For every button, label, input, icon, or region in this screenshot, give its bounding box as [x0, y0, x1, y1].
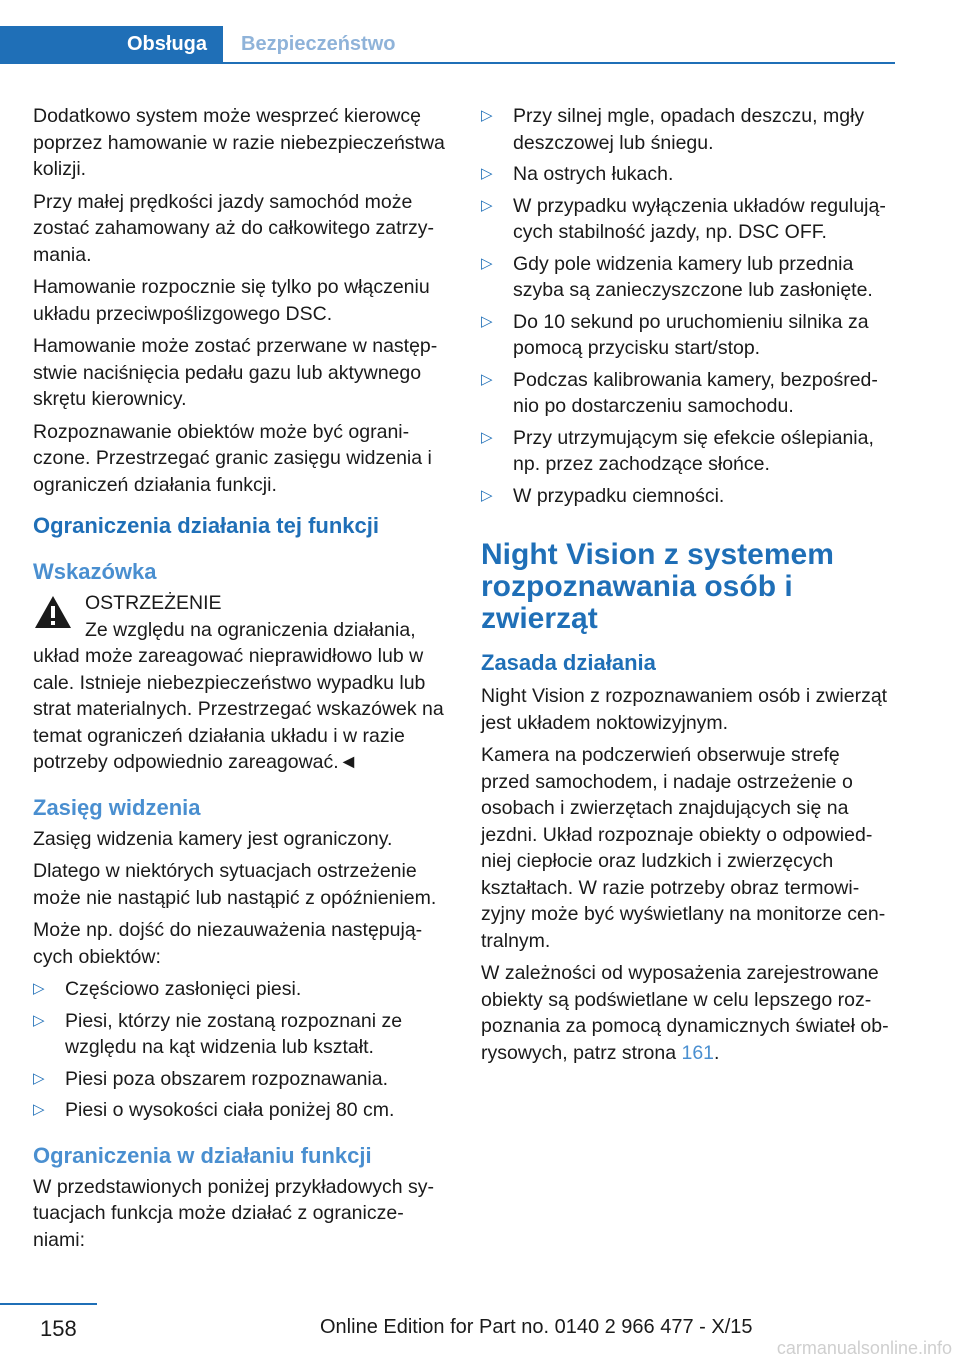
list-item-text: Piesi, którzy nie zostaną rozpoznani ze względu na kąt widzenia lub kształt. — [65, 1009, 403, 1058]
triangle-bullet-icon: ▷ — [481, 254, 493, 272]
paragraph — [481, 960, 893, 1066]
bullet-list — [481, 103, 893, 509]
paragraph: Dodatkowo system może wesprzeć kierowcę poprzez hamowanie w razie niebezpieczeństwa kolizji. — [33, 105, 445, 180]
heading-principle: Zasada działania — [481, 650, 656, 675]
heading-limits: Ograniczenia działania tej funkcji — [33, 513, 379, 538]
triangle-bullet-icon: ▷ — [481, 370, 493, 388]
triangle-bullet-icon: ▷ — [33, 1011, 45, 1029]
heading-limits-2: Ograniczenia w działaniu funkcji — [33, 1142, 372, 1168]
list-item — [33, 1066, 445, 1093]
warning-triangle-icon — [33, 594, 73, 630]
paragraph: Rozpoznawanie obiektów może być ograniczone. Przestrzegać granic zasięgu widzenia i ograniczeń działania funkcji. — [33, 420, 432, 496]
page-link[interactable]: 161 — [681, 1041, 715, 1064]
paragraph: Kamera na podczerwień obserwuje strefę przed samochodem, i nadaje ostrzeżenie o osobach i zwierzętach znajdujących się na jezdni. Układ rozpoznaje obiekty o odpowiedniej ciepłocie oraz ludzkich i zwierzęcych kształtach. W razie potrzeby obraz termowizyjny może być wyświetlany na monitorze centralnym. — [481, 744, 886, 952]
list-item-text: Piesi o wysokości ciała poniżej 80 cm. — [65, 1099, 395, 1121]
paragraph-end: . — [714, 1041, 720, 1064]
heading-range: Zasięg widzenia — [33, 794, 201, 820]
triangle-bullet-icon: ▷ — [33, 1069, 45, 1087]
list-item — [33, 1097, 445, 1124]
tab-bezpieczenstwo[interactable]: Bezpieczeństwo — [241, 33, 396, 55]
heading-note: Wskazówka — [33, 559, 157, 584]
triangle-bullet-icon: ▷ — [481, 196, 493, 214]
paragraph: Dlatego w niektórych sytuacjach ostrzeżenie może nie nastąpić lub nastąpić z opóźnieniem. — [33, 860, 437, 909]
triangle-bullet-icon: ▷ — [481, 312, 493, 330]
page-number-rule — [0, 1303, 97, 1305]
list-item — [481, 367, 893, 420]
paragraph: Night Vision z rozpoznawaniem osób i zwierząt jest układem noktowizyjnym. — [481, 685, 888, 734]
list-item — [33, 1008, 445, 1061]
paragraph: W przedstawionych poniżej przykładowych sytuacjach funkcja może działać z ograniczeniami: — [33, 1175, 434, 1251]
section-title: Night Vision z systemem rozpoznawania osób i zwierząt — [481, 538, 834, 635]
page-number: 158 — [40, 1316, 77, 1341]
left-column — [33, 103, 445, 1259]
paragraph: Hamowanie rozpocznie się tylko po włączeniu układu przeciwpoślizgowego DSC. — [33, 276, 430, 325]
warning-title: OSTRZEŻENIE — [85, 592, 222, 614]
triangle-bullet-icon: ▷ — [481, 486, 493, 504]
list-item — [481, 309, 893, 362]
paragraph-text: W zależności od wyposażenia zarejestrowane obiekty są podświetlane w celu lepszego rozpoznania za pomocą dynamicznych świateł obrysowych, patrz strona — [481, 962, 889, 1064]
list-item-text: Piesi poza obszarem rozpoznawania. — [65, 1067, 389, 1090]
list-item — [481, 193, 893, 246]
paragraph: Może np. dojść do niezauważenia następujących obiektów: — [33, 919, 423, 968]
edition-footer: Online Edition for Part no. 0140 2 966 477 - X/15 — [320, 1316, 753, 1338]
bullet-list — [33, 976, 445, 1124]
list-item-text: Przy silnej mgle, opadach deszczu, mgły deszczowej lub śniegu. — [513, 105, 865, 154]
list-item-text: W przypadku ciemności. — [513, 484, 725, 507]
list-item — [481, 103, 893, 156]
tab-obsluga[interactable]: Obsługa — [0, 26, 223, 62]
list-item-text: W przypadku wyłączenia układów regulujących stabilność jazdy, np. DSC OFF. — [513, 194, 886, 243]
triangle-bullet-icon: ▷ — [33, 980, 45, 997]
list-item — [33, 976, 445, 1003]
triangle-bullet-icon: ▷ — [481, 107, 493, 124]
list-item — [481, 161, 893, 188]
list-item-text: Do 10 sekund po uruchomieniu silnika za pomocą przycisku start/stop. — [513, 310, 869, 359]
paragraph: Hamowanie może zostać przerwane w następstwie naciśnięcia pedału gazu lub aktywnego skrętu kierownicy. — [33, 335, 438, 410]
warning-box — [33, 590, 445, 776]
watermark: carmanualsonline.info — [776, 1338, 952, 1358]
list-item-text: Na ostrych łukach. — [513, 163, 674, 185]
paragraph: Zasięg widzenia kamery jest ograniczony. — [33, 827, 393, 850]
section-tabs — [0, 26, 895, 64]
right-column — [481, 103, 893, 1072]
list-item-text: Częściowo zasłonięci piesi. — [65, 978, 302, 1000]
list-item-text: Gdy pole widzenia kamery lub przednia szyba są zanieczyszczone lub zasłonięte. — [513, 252, 873, 301]
list-item-text: Przy utrzymującym się efekcie oślepiania, np. przez zachodzące słońce. — [513, 426, 874, 475]
triangle-bullet-icon: ▷ — [481, 428, 493, 446]
paragraph: Przy małej prędkości jazdy samochód może zostać zahamowany aż do całkowitego zatrzymania. — [33, 190, 435, 266]
list-item — [481, 251, 893, 304]
list-item — [481, 425, 893, 478]
triangle-bullet-icon: ▷ — [33, 1101, 45, 1118]
list-item — [481, 483, 893, 510]
list-item-text: Podczas kalibrowania kamery, bezpośrednio po dostarczeniu samochodu. — [513, 368, 878, 417]
warning-text: Ze względu na ograniczenia działania, układ może zareagować nieprawidłowo lub w cale. Istnieje niebezpieczeństwo wypadku lub strat materialnych. Przestrzegać wskazówek na temat ograniczeń działania układu i w razie potrzeby odpowiednio zareagować.◄ — [33, 618, 444, 773]
triangle-bullet-icon: ▷ — [481, 165, 493, 182]
